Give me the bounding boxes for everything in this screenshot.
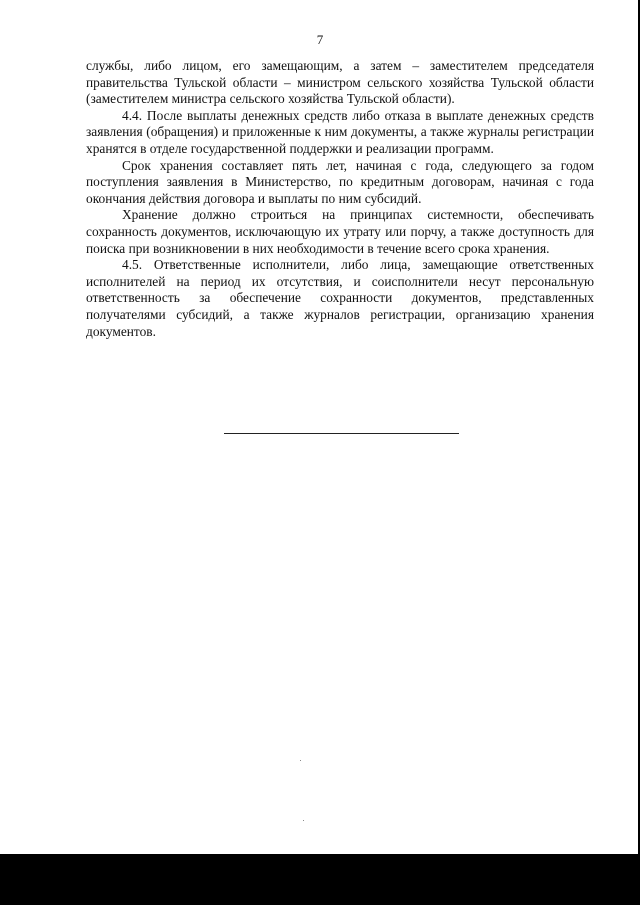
scan-speck — [300, 760, 301, 761]
paragraph-5: 4.5. Ответственные исполнители, либо лица, замещающие ответственных исполнителей на период их отсутствия, и соисполнители несут персональную ответственность за обеспечение сохранности документов, представленных получателями субсидий, а также журналов регистрации, организацию хранения документов. — [86, 257, 594, 339]
scan-bottom-band — [0, 854, 640, 905]
document-body — [86, 58, 594, 340]
scan-speck — [303, 820, 304, 821]
end-divider — [224, 433, 459, 434]
page-number: 7 — [316, 32, 324, 47]
paragraph-4: Хранение должно строиться на принципах системности, обеспечивать сохранность документов, исключающую их утрату или порчу, а также доступность для поиска при возникновении в них необходимости в течение всего срока хранения. — [86, 207, 594, 256]
paragraph-2: 4.4. После выплаты денежных средств либо отказа в выплате денежных средств заявления (обращения) и приложенные к ним документы, а также журналы регистрации хранятся в отделе государственной поддержки и реализации программ. — [86, 107, 594, 156]
paragraph-3: Срок хранения составляет пять лет, начиная с года, следующего за годом поступления заявления в Министерство, по кредитным договорам, начиная с года окончания действия договора и выплаты по ним субсидий. — [86, 157, 594, 206]
paragraph-1: службы, либо лицом, его замещающим, а затем – заместителем председателя правительства Тульской области – министром сельского хозяйства Тульской области (заместителем министра сельского хозяйства Тульской области). — [86, 58, 594, 107]
